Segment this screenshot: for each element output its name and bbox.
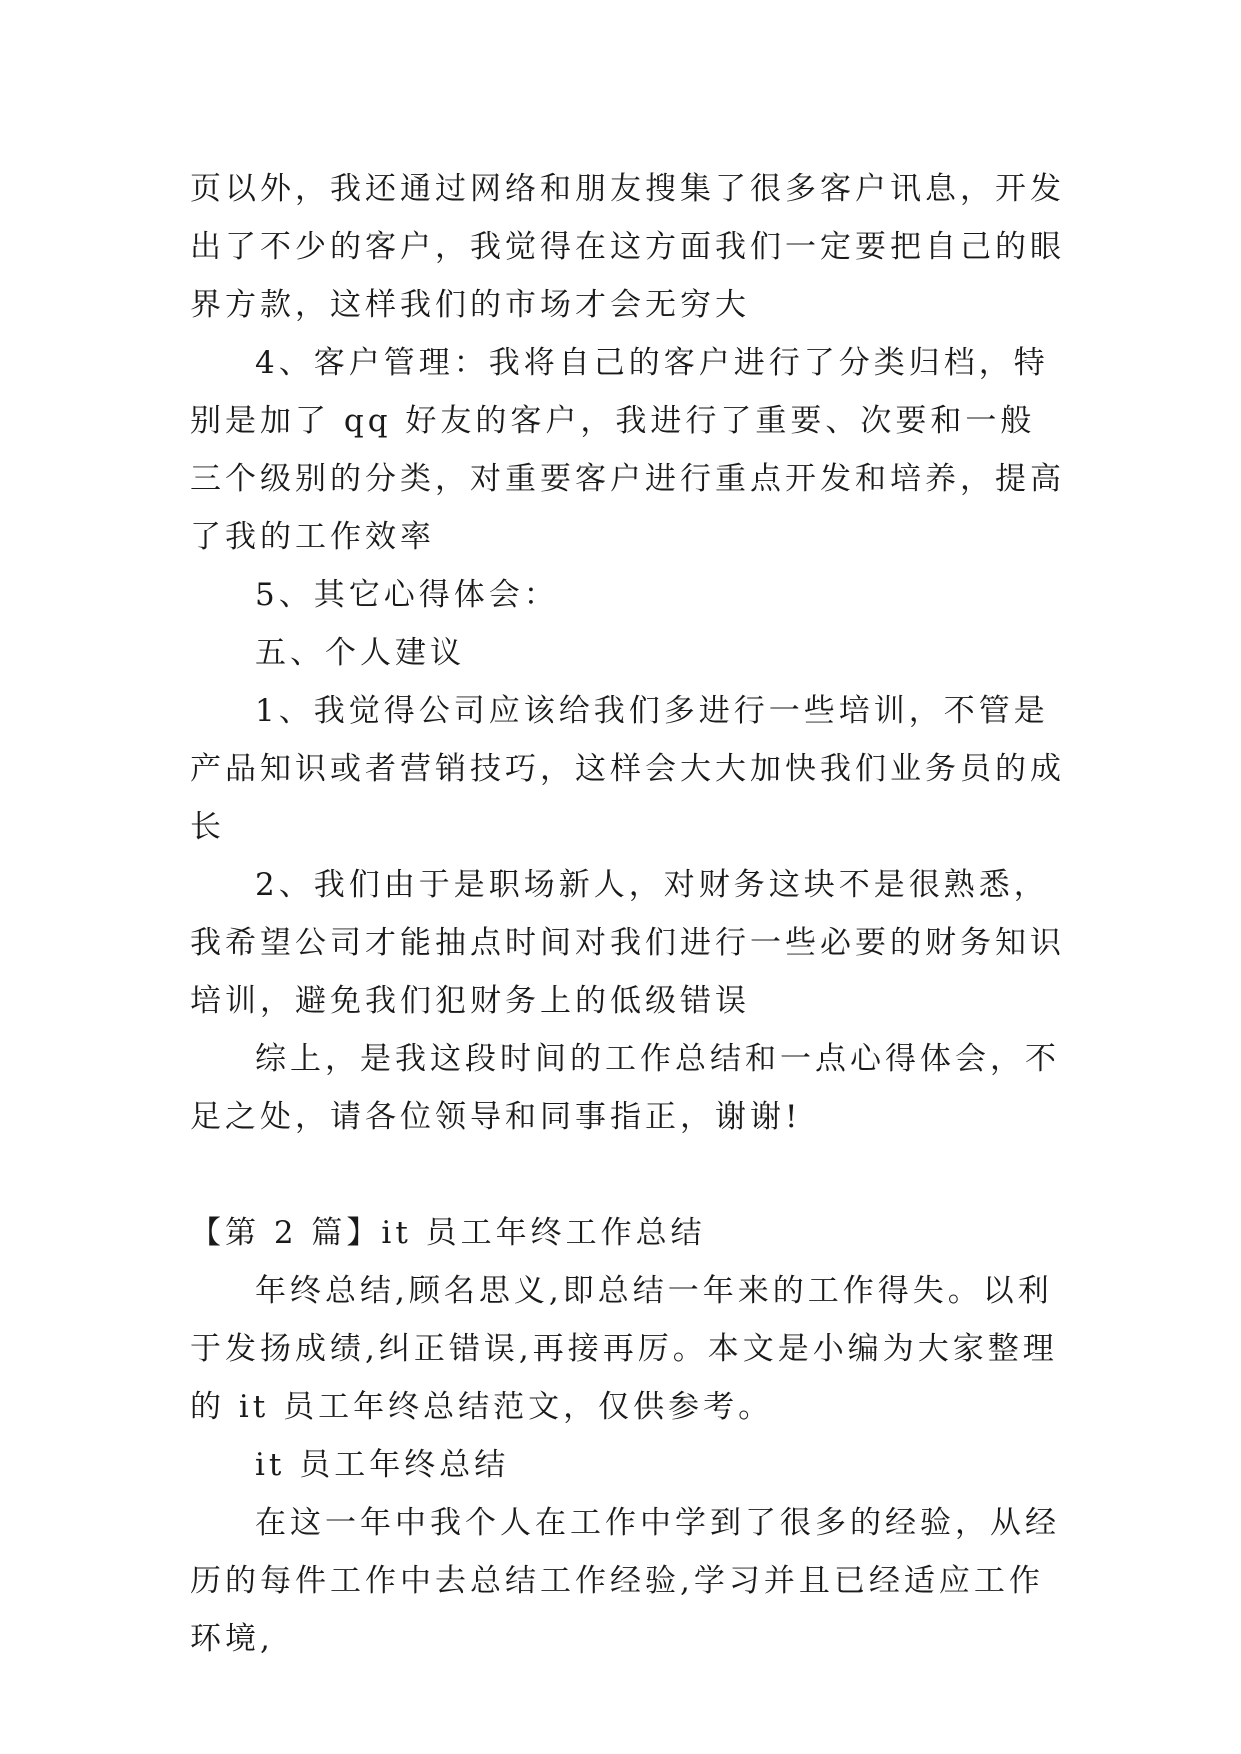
paragraph-article-2-body: 在这一年中我个人在工作中学到了很多的经验，从经历的每件工作中去总结工作经验,学习并且已经适应工作环境, (190, 1505, 1060, 1657)
paragraph-customer-management: 4、客户管理：我将自己的客户进行了分类归档，特别是加了 qq 好友的客户，我进行了重要、次要和一般三个级别的分类，对重要客户进行重点开发和培养，提高了我的工作效率 (190, 345, 1065, 555)
paragraph-other-experience: 5、其它心得体会： (255, 577, 559, 613)
paragraph-suggestion-1: 1、我觉得公司应该给我们多进行一些培训，不管是产品知识或者营销技巧，这样会大大加快我们业务员的成长 (190, 693, 1065, 845)
article-2-subtitle: it 员工年终总结 (255, 1447, 510, 1483)
paragraph-continuation: 页以外，我还通过网络和朋友搜集了很多客户讯息，开发出了不少的客户，我觉得在这方面我们一定要把自己的眼界方款，这样我们的市场才会无穷大 (190, 171, 1065, 323)
section-heading-personal-suggestions: 五、个人建议 (255, 635, 465, 671)
paragraph-suggestion-2: 2、我们由于是职场新人，对财务这块不是很熟悉，我希望公司才能抽点时间对我们进行一些必要的财务知识培训，避免我们犯财务上的低级错误 (190, 867, 1065, 1019)
article-2-heading: 【第 2 篇】it 员工年终工作总结 (190, 1215, 706, 1251)
document-body (190, 160, 1070, 1668)
paragraph-conclusion: 综上，是我这段时间的工作总结和一点心得体会，不足之处，请各位领导和同事指正，谢谢! (190, 1041, 1060, 1135)
paragraph-article-2-intro: 年终总结,顾名思义,即总结一年来的工作得失。以利于发扬成绩,纠正错误,再接再厉。本文是小编为大家整理的 it 员工年终总结范文，仅供参考。 (190, 1273, 1058, 1425)
blank-line (190, 1146, 1070, 1204)
